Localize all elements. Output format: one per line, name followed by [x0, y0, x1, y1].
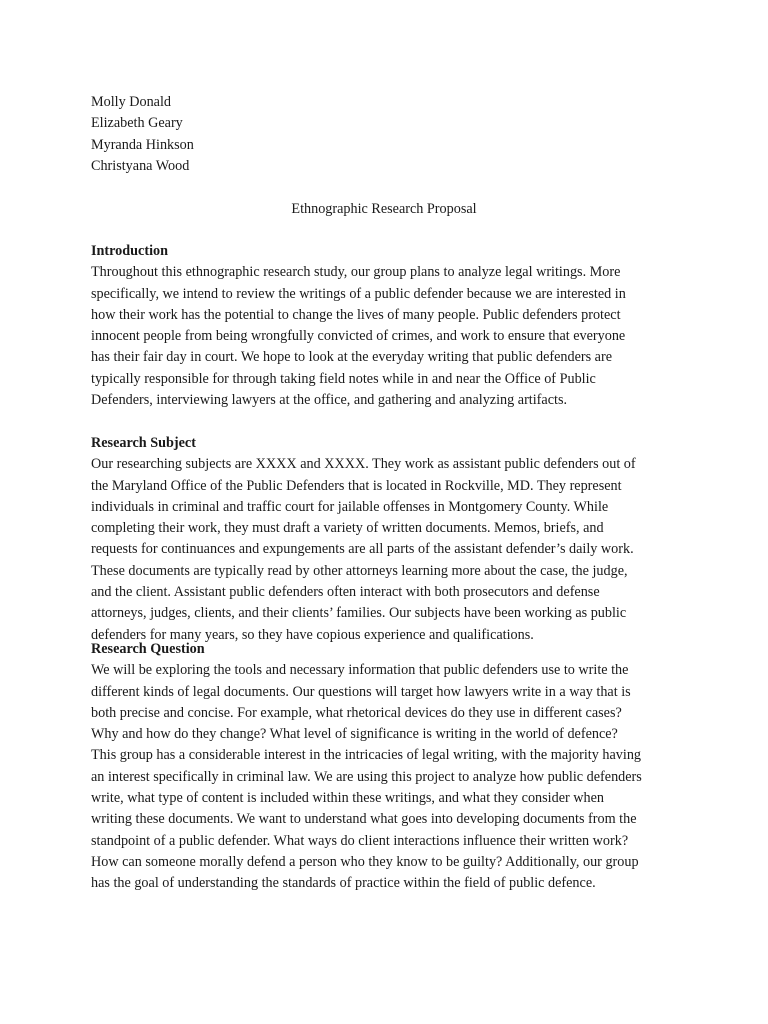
paragraph-line: writing these documents. We want to understand what goes into developing documents from the: [91, 811, 637, 828]
section-heading: Introduction: [91, 243, 168, 259]
paragraph-line: specifically, we intend to review the writings of a public defender because we are interested in: [91, 285, 626, 302]
paragraph-line: Why and how do they change? What level of significance is writing in the world of defence?: [91, 726, 618, 743]
paragraph-line: We will be exploring the tools and necessary information that public defenders use to write the: [91, 662, 629, 679]
paragraph-line: defenders for many years, so they have copious experience and qualifications.: [91, 626, 534, 643]
paragraph-line: requests for continuances and expungements are all parts of the assistant defender’s daily work.: [91, 541, 634, 558]
paragraph-line: attorneys, judges, clients, and their clients’ families. Our subjects have been working as public: [91, 605, 627, 622]
paragraph-line: Throughout this ethnographic research study, our group plans to analyze legal writings. More: [91, 264, 621, 281]
section-research-question: [91, 639, 676, 895]
author-list: [91, 92, 691, 177]
author-name: Myranda Hinkson: [91, 136, 194, 153]
paragraph-line: completing their work, they must draft a variety of written documents. Memos, briefs, and: [91, 520, 604, 537]
paragraph-line: This group has a considerable interest in the intricacies of legal writing, with the majority having: [91, 747, 642, 764]
paragraph-line: These documents are typically read by other attorneys learning more about the case, the judge,: [91, 562, 628, 579]
paragraph-line: Our researching subjects are XXXX and XXXX. They work as assistant public defenders out of: [91, 456, 636, 473]
author-name: Molly Donald: [91, 94, 171, 110]
paragraph-line: innocent people from being wrongfully convicted of crimes, and work to ensure that everyone: [91, 328, 626, 345]
section-research-subject: [91, 433, 676, 646]
paragraph-line: the Maryland Office of the Public Defenders that is located in Rockville, MD. They represent: [91, 477, 622, 494]
paragraph-line: write, what type of content is included within these writings, and what they consider when: [91, 790, 604, 807]
document-title: Ethnographic Research Proposal: [291, 201, 477, 217]
paragraph-line: both precise and concise. For example, what rhetorical devices do they use in different cases?: [91, 704, 622, 721]
paragraph-line: has their fair day in court. We hope to look at the everyday writing that public defenders are: [91, 349, 612, 366]
paragraph-line: individuals in criminal and traffic court for jailable offenses in Montgomery County. While: [91, 498, 609, 515]
paragraph-line: how their work has the potential to change the lives of many people. Public defenders protect: [91, 306, 621, 323]
section-introduction: [91, 241, 676, 411]
author-name: Christyana Wood: [91, 157, 190, 174]
author-name: Elizabeth Geary: [91, 115, 183, 132]
paragraph-line: standpoint of a public defender. What ways do client interactions influence their written work?: [91, 832, 629, 849]
paragraph-line: How can someone morally defend a person who they know to be guilty? Additionally, our group: [91, 853, 639, 870]
paragraph-line: and the client. Assistant public defenders often interact with both prosecutors and defense: [91, 584, 600, 601]
paragraph-line: an interest specifically in criminal law. We are using this project to analyze how public defenders: [91, 768, 642, 785]
paragraph-line: has the goal of understanding the standards of practice within the field of public defence.: [91, 875, 596, 892]
section-heading: Research Subject: [91, 435, 196, 451]
paragraph-line: different kinds of legal documents. Our questions will target how lawyers write in a way that is: [91, 683, 631, 700]
paragraph-line: Defenders, interviewing lawyers at the office, and gathering and analyzing artifacts.: [91, 392, 568, 409]
section-heading: Research Question: [91, 641, 205, 657]
paragraph-line: typically responsible for through taking field notes while in and near the Office of Public: [91, 370, 596, 387]
